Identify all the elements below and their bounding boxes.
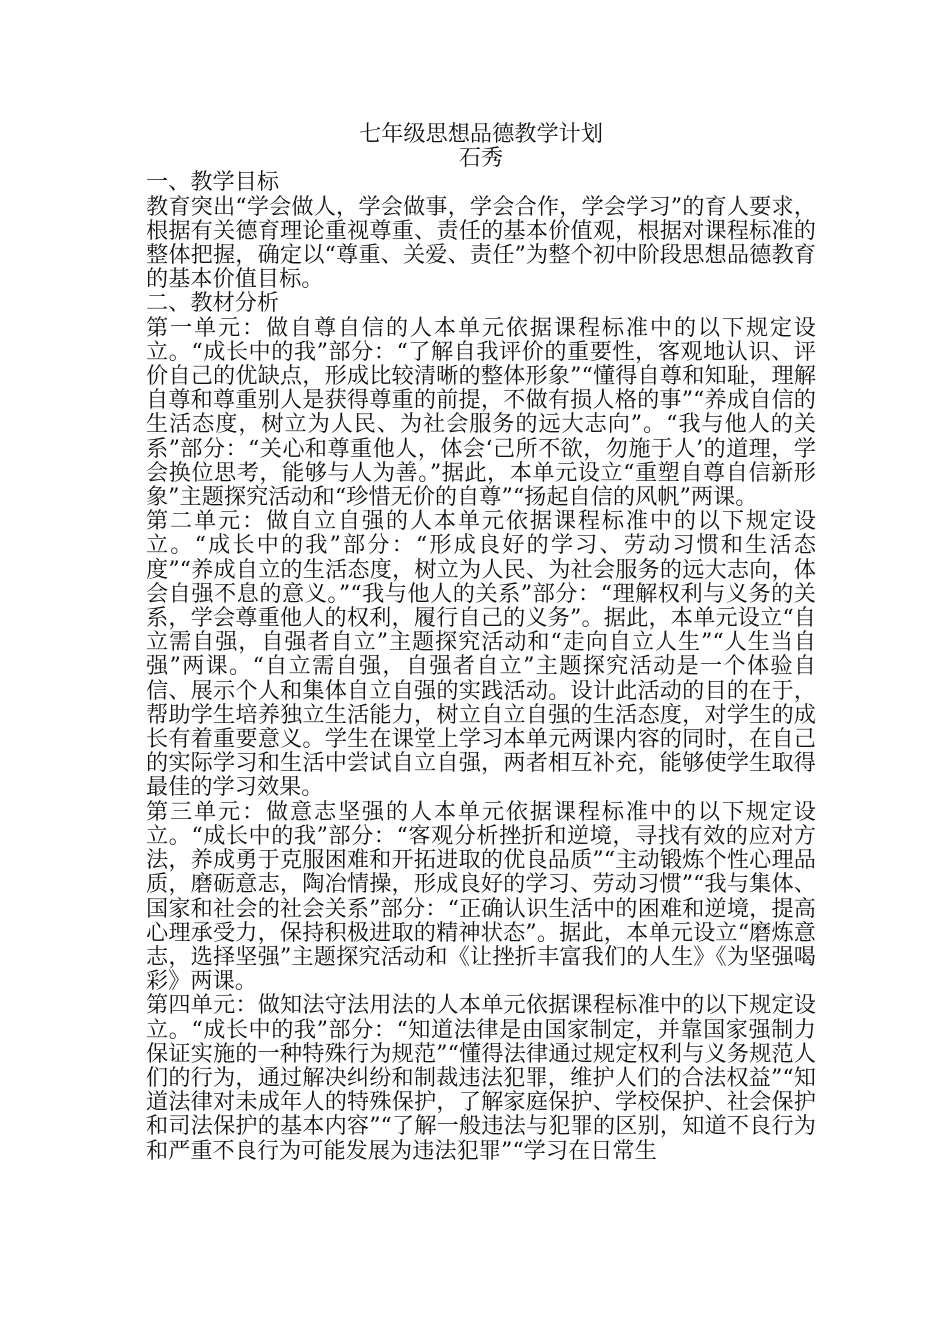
document-title: 七年级思想品德教学计划 <box>358 121 604 147</box>
paragraph-teaching-goals: 教育突出“学会做人，学会做事，学会合作，学会学习”的育人要求，根据有关德育理论重视尊重、责任的基本价值观，根据对课程标准的整体把握，确定以“尊重、关爱、责任”为整个初中阶段思想品德教育的基本价值目标。 <box>146 193 816 293</box>
paragraph-unit-2: 第二单元：做自立自强的人本单元依据课程标准中的以下规定设立。“成长中的我”部分：“形成良好的学习、劳动习惯和生活态度”“养成自立的生活态度，树立为人民、为社会服务的远大志向，体会自强不息的意义。”“我与他人的关系”部分：“理解权利与义务的关系，学会尊重他人的权利，履行自己的义务”。据此，本单元设立“自立需自强，自强者自立”主题探究活动和“走向自立人生”“人生当自强”两课。“自立需自强，自强者自立”主题探究活动是一个体验自信、展示个人和集体自立自强的实践活动。设计此活动的目的在于，帮助学生培养独立生活能力，树立自立自强的生活态度，对学生的成长有着重要意义。学生在课堂上学习本单元两课内容的同时，在自己的实际学习和生活中尝试自立自强，两者相互补充，能够使学生取得最佳的学习效果。 <box>146 508 816 801</box>
document-page <box>146 122 816 1163</box>
document-author: 石秀 <box>458 145 504 172</box>
section-heading-textbook-analysis: 二、教材分析 <box>146 290 280 317</box>
section-heading-teaching-goals: 一、教学目标 <box>146 169 280 196</box>
paragraph-unit-3: 第三单元：做意志坚强的人本单元依据课程标准中的以下规定设立。“成长中的我”部分：“客观分析挫折和逆境，寻找有效的应对方法，养成勇于克服困难和开拓进取的优良品质”“主动锻炼个性心理品质，磨砺意志，陶冶情操，形成良好的学习、劳动习惯”“我与集体、国家和社会的社会关系”部分：“正确认识生活中的困难和逆境，提高心理承受力，保持积极进取的精神状态”。据此，本单元设立“磨炼意志，选择坚强”主题探究活动和《让挫折丰富我们的人生》《为坚强喝彩》两课。 <box>146 798 816 995</box>
paragraph-unit-4: 第四单元：做知法守法用法的人本单元依据课程标准中的以下规定设立。“成长中的我”部分：“知道法律是由国家制定，并靠国家强制力保证实施的一种特殊行为规范”“懂得法律通过规定权利与义务规范人们的行为，通过解决纠纷和制裁违法犯罪，维护人们的合法权益”“知道法律对未成年人的特殊保护，了解家庭保护、学校保护、社会保护和司法保护的基本内容”“了解一般违法与犯罪的区别，知道不良行为和严重不良行为可能发展为违法犯罪”“学习在日常生 <box>146 992 816 1164</box>
paragraph-unit-1: 第一单元：做自尊自信的人本单元依据课程标准中的以下规定设立。“成长中的我”部分：“了解自我评价的重要性，客观地认识、评价自己的优缺点，形成比较清晰的整体形象”“懂得自尊和知耻，理解自尊和尊重别人是获得尊重的前提，不做有损人格的事”“养成自信的生活态度，树立为人民、为社会服务的远大志向”。“我与他人的关系”部分：“关心和尊重他人，体会‘己所不欲，勿施于人’的道理，学会换位思考，能够与人为善。”据此，本单元设立“重塑自尊自信新形象”主题探究活动和“珍惜无价的自尊”“扬起自信的风帆”两课。 <box>146 314 816 511</box>
